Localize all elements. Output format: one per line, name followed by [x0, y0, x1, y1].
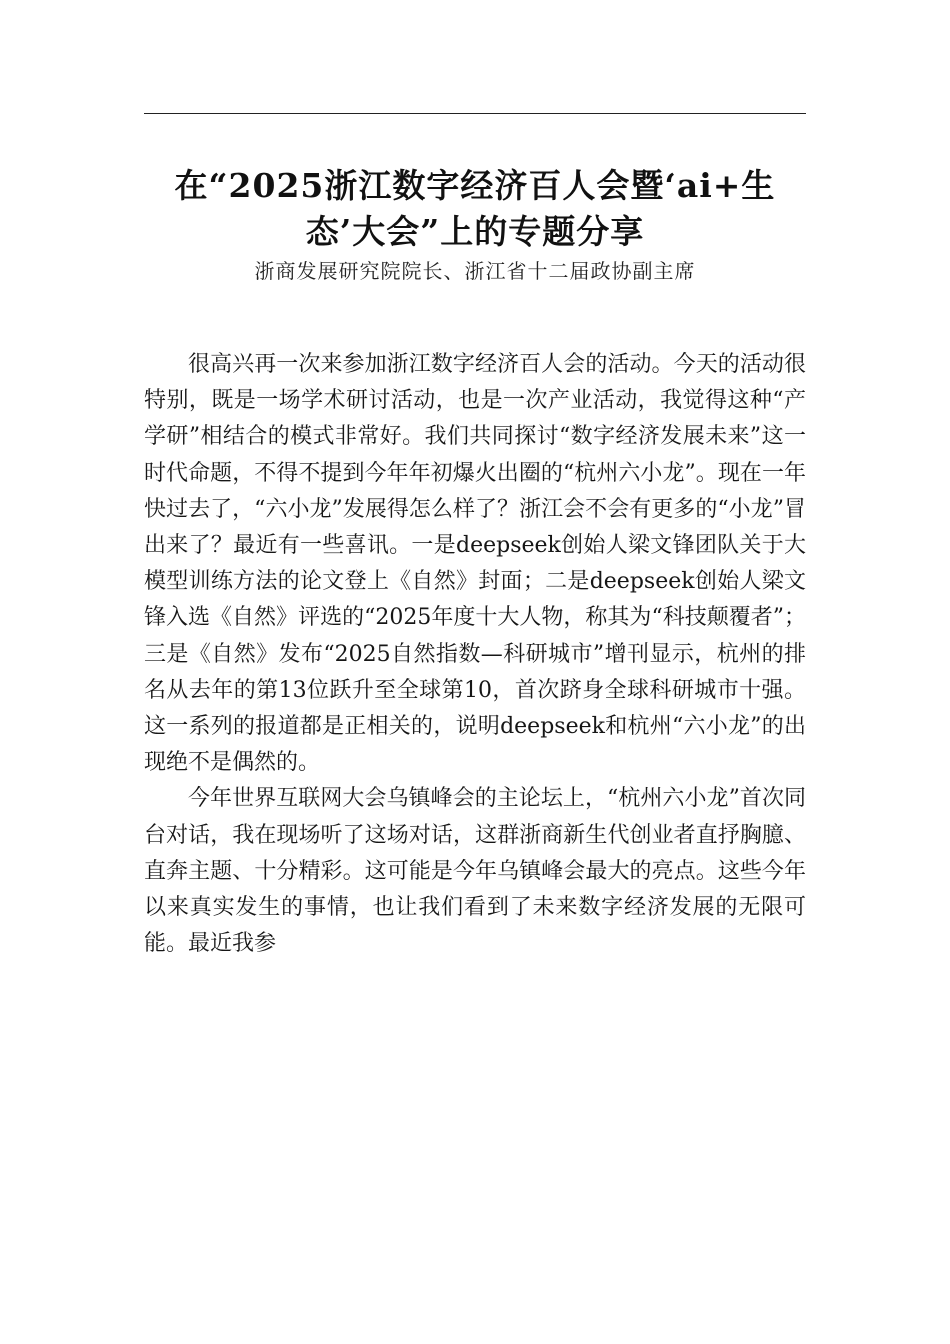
body-paragraph-1: 很高兴再一次来参加浙江数字经济百人会的活动。今天的活动很特别，既是一场学术研讨活动，也是一次产业活动，我觉得这种“产学研”相结合的模式非常好。我们共同探讨“数字经济发展未来”这一时代命题，不得不提到今年年初爆火出圈的“杭州六小龙”。现在一年快过去了，“六小龙”发展得怎么样了？浙江会不会有更多的“小龙”冒出来了？最近有一些喜讯。一是deepseek创始人梁文锋团队关于大模型训练方法的论文登上《自然》封面；二是deepseek创始人梁文锋入选《自然》评选的“2025年度十大人物，称其为“科技颠覆者”；三是《自然》发布“2025自然指数—科研城市”增刊显示，杭州的排名从去年的第13位跃升至全球第10，首次跻身全球科研城市十强。这一系列的报道都是正相关的，说明deepseek和杭州“六小龙”的出现绝不是偶然的。	[144, 352, 806, 776]
document-body	[144, 347, 806, 962]
body-paragraph-2: 今年世界互联网大会乌镇峰会的主论坛上，“杭州六小龙”首次同台对话，我在现场听了这场对话，这群浙商新生代创业者直抒胸臆、直奔主题、十分精彩。这可能是今年乌镇峰会最大的亮点。这些今年以来真实发生的事情，也让我们看到了未来数字经济发展的无限可能。最近我参	[144, 786, 806, 957]
author-position: 浙商发展研究院院长、浙江省十二届政协副主席	[254, 259, 696, 283]
document-title: 在“2025浙江数字经济百人会暨‘ai+生态’大会”上的专题分享	[174, 166, 776, 251]
header-rule	[144, 113, 806, 114]
